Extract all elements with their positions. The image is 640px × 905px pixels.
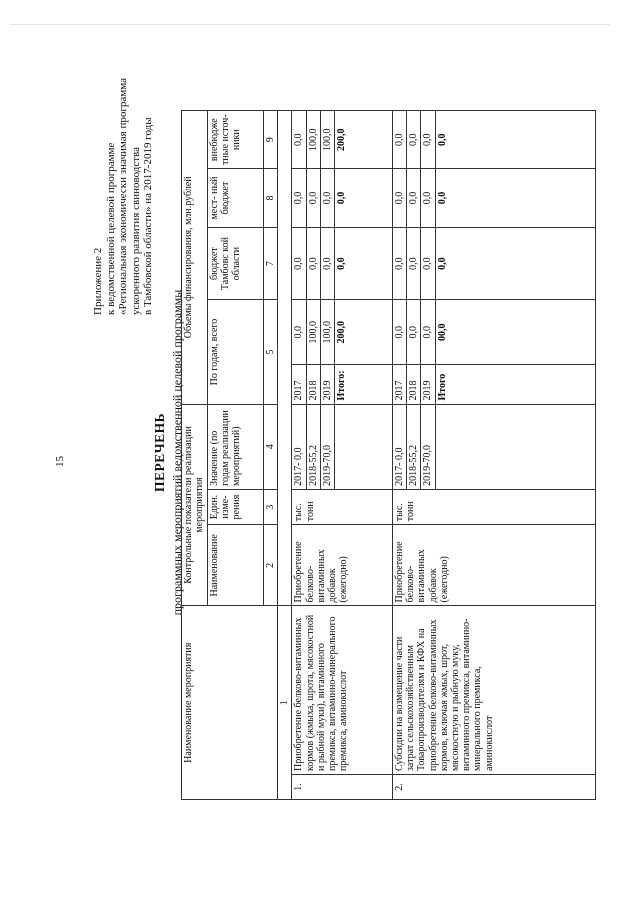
year: 2018 (407, 365, 421, 405)
unit: тыс. тонн (292, 489, 393, 524)
summary-local: 0,0 (335, 169, 393, 227)
header-by-years: По годам, всего (208, 300, 264, 404)
appendix-line: «Региональная экономически значимая программа (117, 78, 129, 315)
row-number: 1. (292, 775, 393, 800)
col-number: 7 (264, 227, 278, 300)
header-indicators: Контрольные показатели реализации мероприятия (182, 404, 208, 606)
summary-offbudget: 200,0 (335, 111, 393, 169)
offbudget: 0,0 (407, 111, 421, 169)
header-value: Значение (по годам реализации мероприятий) (208, 404, 264, 489)
total: 100,0 (306, 300, 320, 365)
document-title: ПЕРЕЧЕНЬ (152, 412, 167, 493)
local: 0,0 (292, 169, 306, 227)
appendix-line: ускоренного развития свиноводства (129, 147, 142, 315)
summary-total: 00,0 (435, 300, 595, 365)
spacer-cell (335, 404, 393, 489)
col-number: 8 (264, 169, 278, 227)
year: 2017 (393, 365, 407, 405)
header-row (182, 111, 208, 800)
summary-local: 0,0 (435, 169, 595, 227)
unit: тыс. тонн (393, 489, 596, 524)
regional: 0,0 (292, 227, 306, 300)
table-row (292, 111, 306, 800)
regional: 0,0 (393, 227, 407, 300)
indicator-value: 2017- 0,0 (393, 404, 407, 489)
spacer-cell (278, 111, 292, 606)
summary-label: Итого: (335, 365, 393, 405)
appendix-note (92, 78, 155, 315)
header-offbudget: внебюдже тные источ- ники (208, 111, 264, 169)
summary-total: 200,0 (335, 300, 393, 365)
indicator-value: 2018-55,2 (306, 404, 320, 489)
column-number-row (278, 111, 292, 800)
total: 0,0 (407, 300, 421, 365)
indicator-value: 2019-70,0 (320, 404, 334, 489)
indicator-value: 2017- 0,0 (292, 404, 306, 489)
document-subtitle: программных мероприятий ведомственной целевой программы (170, 289, 184, 616)
year: 2019 (320, 365, 334, 405)
activity-name: Субсидии на возмещение части затрат сельскохозяйственным Товаропроизводителям и КФХ на приобретение белково-витаминных кормов, включая жмых, шрот, мясокостную и рыбную муку, витаминного премикса, витаминно-минерального премикса, аминокислот (393, 606, 596, 775)
total: 100,0 (320, 300, 334, 365)
appendix-line: в Тамбовской области» на 2017-2019 годы (142, 117, 154, 315)
local: 0,0 (393, 169, 407, 227)
col-number: 3 (264, 489, 278, 524)
local: 0,0 (407, 169, 421, 227)
program-activities-table (181, 110, 596, 800)
regional: 0,0 (320, 227, 334, 300)
appendix-line: Приложение 2 (92, 247, 104, 315)
header-regional-budget: бюджет Тамбовс кой области (208, 227, 264, 300)
offbudget: 0,0 (421, 111, 435, 169)
local: 0,0 (306, 169, 320, 227)
year: 2017 (292, 365, 306, 405)
year: 2019 (421, 365, 435, 405)
header-unit: Един. изме- рения (208, 489, 264, 524)
table-row (393, 111, 407, 800)
appendix-line: к ведомственной целевой программе (104, 142, 117, 315)
col-number: 5 (264, 300, 278, 404)
total: 0,0 (292, 300, 306, 365)
indicator-name: Приобретение белково- витаминных добавок (ежегодно) (292, 525, 393, 606)
offbudget: 100,0 (320, 111, 334, 169)
header-local-budget: мест- ный бюджет (208, 169, 264, 227)
summary-label: Итого (435, 365, 595, 405)
local: 0,0 (320, 169, 334, 227)
year: 2018 (306, 365, 320, 405)
spacer-cell (435, 404, 595, 489)
offbudget: 0,0 (393, 111, 407, 169)
row-number: 2. (393, 775, 596, 800)
header-indicator-name: Наименование (208, 525, 264, 606)
regional: 0,0 (407, 227, 421, 300)
col-number: 2 (264, 525, 278, 606)
local: 0,0 (421, 169, 435, 227)
header-activity: Наименование мероприятия (182, 606, 278, 800)
total: 0,0 (393, 300, 407, 365)
scan-edge-mark (10, 24, 610, 25)
col-number: 4 (264, 404, 278, 489)
regional: 0,0 (306, 227, 320, 300)
col-number: 9 (264, 111, 278, 169)
summary-regional: 0,0 (335, 227, 393, 300)
page-number: 15 (54, 456, 66, 467)
total: 0,0 (421, 300, 435, 365)
indicator-value: 2018-55,2 (407, 404, 421, 489)
regional: 0,0 (421, 227, 435, 300)
col-number: 1 (278, 606, 292, 800)
indicator-value: 2019-70,0 (421, 404, 435, 489)
indicator-name: Приобретение белково- витаминных добавок (ежегодно) (393, 525, 596, 606)
offbudget: 0,0 (292, 111, 306, 169)
header-funding: Объемы финансирования, млн.рублей (182, 111, 208, 405)
summary-offbudget: 0,0 (435, 111, 595, 169)
summary-regional: 0,0 (435, 227, 595, 300)
offbudget: 100,0 (306, 111, 320, 169)
activity-name: Приобретение белково-витаминных кормов (жмыха, шрота, мясокостной и рыбной муки), витаминного премикса, витаминно-минерального премикса, аминокислот (292, 606, 393, 775)
